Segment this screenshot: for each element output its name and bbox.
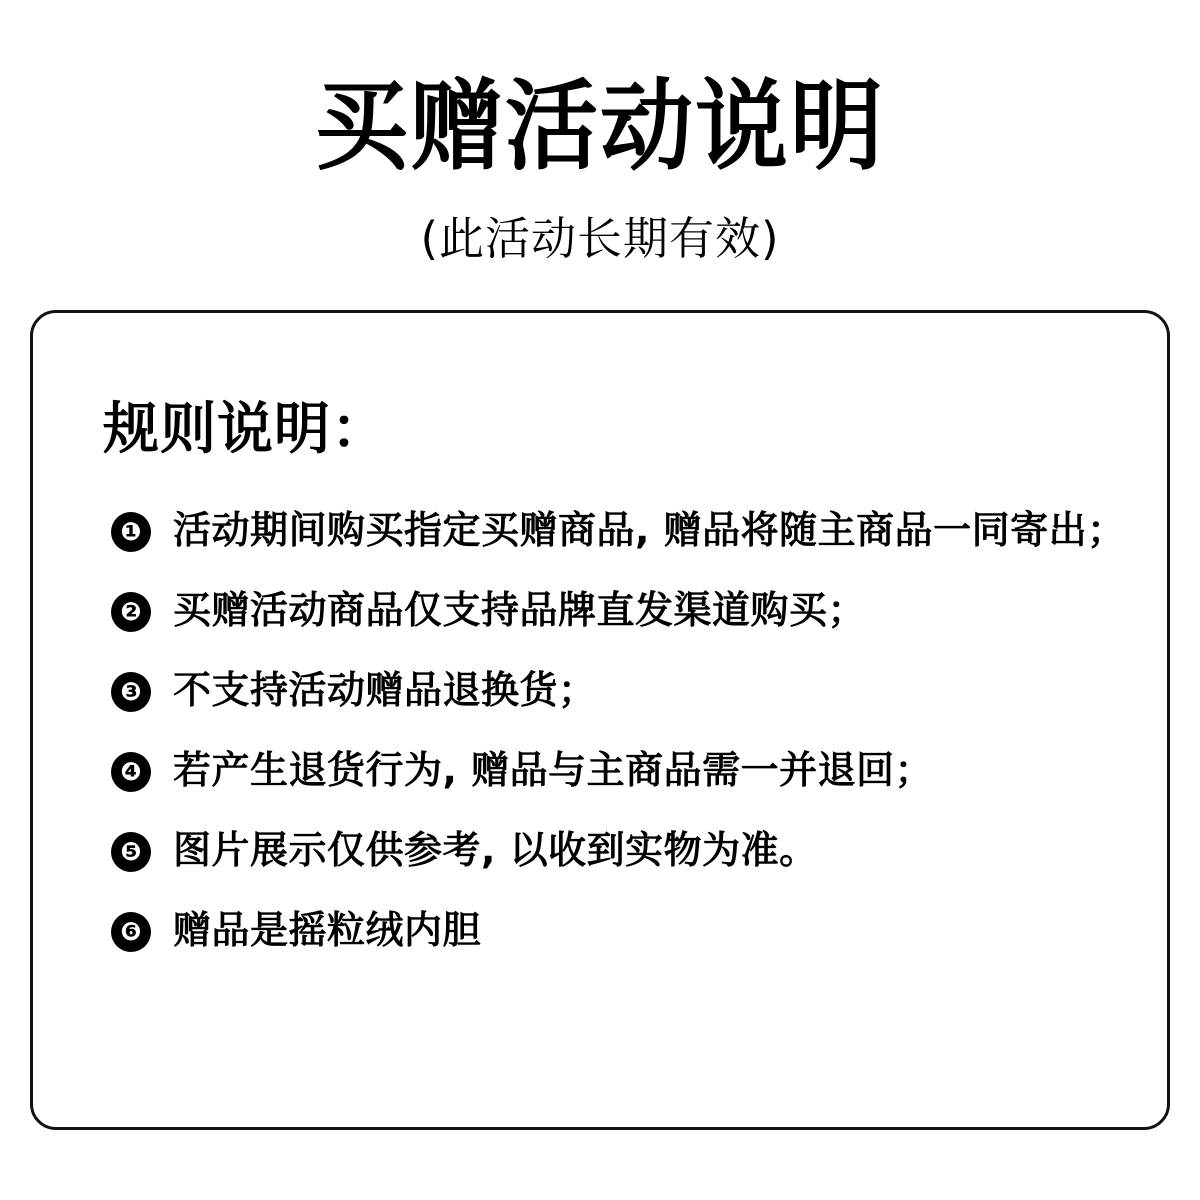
rule-text: 买赠活动商品仅支持品牌直发渠道购买； [173, 588, 867, 632]
rule-text: 若产生退货行为, 赠品与主商品需一并退回； [173, 748, 934, 792]
rules-list [33, 509, 1167, 952]
rule-text: 活动期间购买指定买赠商品, 赠品将随主商品一同寄出； [173, 508, 1126, 552]
list-item [111, 589, 1127, 632]
rule-number-icon: ❹ [111, 752, 151, 792]
list-item [111, 909, 1127, 952]
list-item [111, 829, 1127, 872]
page-title: 买赠活动说明 [315, 68, 885, 184]
rules-heading: 规则说明： [103, 397, 388, 462]
rule-text: 不支持活动赠品退换货； [173, 668, 597, 712]
rules-card [30, 310, 1170, 1130]
rule-text: 赠品是摇粒绒内胆 [173, 908, 482, 952]
list-item [111, 509, 1127, 552]
rule-text: 图片展示仅供参考, 以收到实物为准。 [173, 828, 818, 872]
page-subtitle: (此活动长期有效) [420, 211, 780, 265]
rule-number-icon: ❸ [111, 672, 151, 712]
list-item [111, 749, 1127, 792]
rule-number-icon: ❶ [111, 512, 151, 552]
rule-number-icon: ❺ [111, 832, 151, 872]
list-item [111, 669, 1127, 712]
rule-number-icon: ❻ [111, 912, 151, 952]
rule-number-icon: ❷ [111, 592, 151, 632]
page-header [0, 0, 1200, 267]
